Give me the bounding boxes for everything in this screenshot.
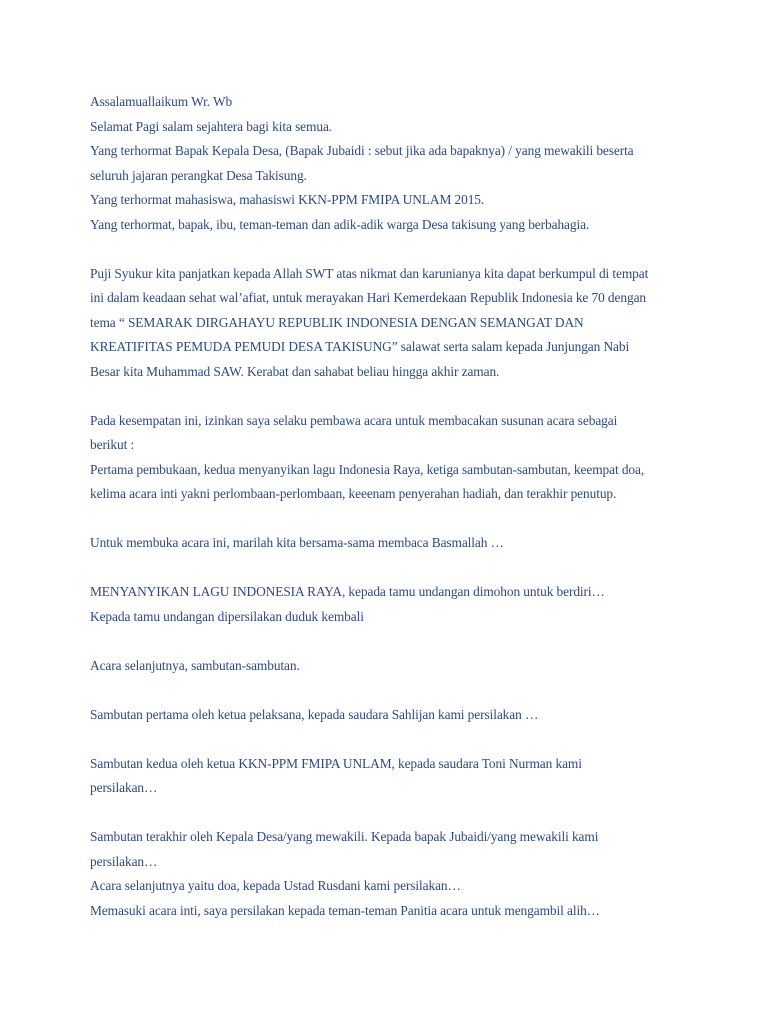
closing-paragraph [90, 825, 690, 923]
text-line: ini dalam keadaan sehat wal’afiat, untuk merayakan Hari Kemerdekaan Republik Indonesia ke 70 dengan [90, 290, 647, 305]
text-line: Yang terhormat, bapak, ibu, teman-teman dan adik-adik warga Desa takisung yang berbahagia. [90, 216, 590, 232]
document-body [90, 90, 690, 923]
text-line: KREATIFITAS PEMUDA PEMUDI DESA TAKISUNG” salawat serta salam kepada Junjungan Nabi [90, 339, 630, 354]
paragraph-gap [90, 384, 690, 409]
first-speech-paragraph [90, 703, 690, 728]
text-line: tema “ SEMARAK DIRGAHAYU REPUBLIK INDONESIA DENGAN SEMANGAT DAN [90, 314, 584, 330]
text-line: persilakan… [90, 780, 158, 795]
paragraph-gap [90, 727, 690, 752]
text-line: Pertama pembukaan, kedua menyanyikan lagu Indonesia Raya, ketiga sambutan-sambutan, keempat doa, [90, 461, 645, 477]
agenda-paragraph [90, 409, 690, 507]
text-line: berikut : [90, 437, 135, 452]
text-line: MENYANYIKAN LAGU INDONESIA RAYA, kepada tamu undangan dimohon untuk berdiri… [90, 584, 605, 599]
text-line: persilakan… [90, 853, 158, 869]
text-line: Selamat Pagi salam sejahtera bagi kita semua. [90, 118, 333, 134]
paragraph-gap [90, 678, 690, 703]
text-line: seluruh jajaran perangkat Desa Takisung. [90, 167, 307, 183]
text-line: Yang terhormat Bapak Kepala Desa, (Bapak Jubaidi : sebut jika ada bapaknya) / yang mewakili beserta [90, 143, 634, 158]
text-line: Sambutan terakhir oleh Kepala Desa/yang mewakili. Kepada bapak Jubaidi/yang mewakili kami [90, 829, 599, 844]
opening-paragraph [90, 262, 690, 385]
text-line: Memasuki acara inti, saya persilakan kepada teman-teman Panitia acara untuk mengambil alih… [90, 902, 600, 918]
paragraph-gap [90, 801, 690, 826]
paragraph-gap [90, 507, 690, 532]
basmallah-paragraph [90, 531, 690, 556]
text-line: Sambutan kedua oleh ketua KKN-PPM FMIPA UNLAM, kepada saudara Toni Nurman kami [90, 755, 582, 771]
text-line: Pada kesempatan ini, izinkan saya selaku pembawa acara untuk membacakan susunan acara sebagai [90, 412, 618, 428]
text-line: Untuk membuka acara ini, marilah kita bersama-sama membaca Basmallah … [90, 535, 504, 550]
second-speech-paragraph [90, 752, 690, 801]
text-line: kelima acara inti yakni perlombaan-perlombaan, keeenam penyerahan hadiah, dan terakhir penutup. [90, 486, 617, 501]
text-line: Besar kita Muhammad SAW. Kerabat dan sahabat beliau hingga akhir zaman. [90, 363, 500, 379]
text-line: Puji Syukur kita panjatkan kepada Allah SWT atas nikmat dan karunianya kita dapat berkumpul di tempat [90, 265, 649, 281]
paragraph-gap [90, 629, 690, 654]
text-line: Yang terhormat mahasiswa, mahasiswi KKN-PPM FMIPA UNLAM 2015. [90, 192, 485, 207]
text-line: Acara selanjutnya, sambutan-sambutan. [90, 657, 300, 673]
paragraph-gap [90, 556, 690, 581]
greeting-paragraph [90, 90, 690, 237]
speeches-intro-paragraph [90, 654, 690, 679]
text-line: Sambutan pertama oleh ketua pelaksana, kepada saudara Sahlijan kami persilakan … [90, 706, 539, 722]
text-line: Acara selanjutnya yaitu doa, kepada Ustad Rusdani kami persilakan… [90, 878, 461, 893]
paragraph-gap [90, 237, 690, 262]
anthem-paragraph [90, 580, 690, 629]
text-line: Assalamuallaikum Wr. Wb [90, 94, 233, 109]
text-line: Kepada tamu undangan dipersilakan duduk kembali [90, 608, 364, 624]
